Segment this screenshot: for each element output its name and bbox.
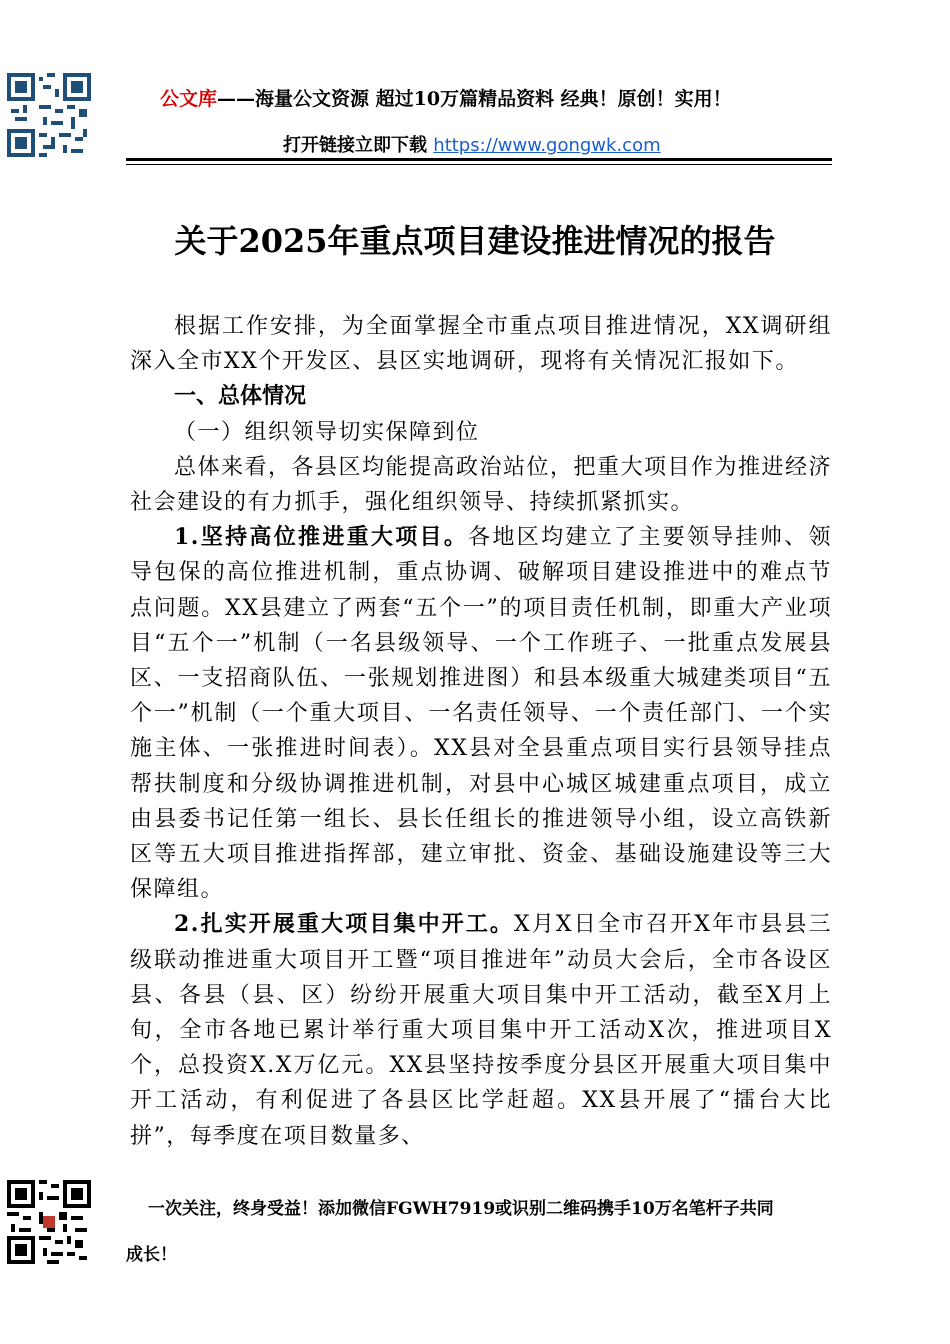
qr-code-icon xyxy=(7,1180,91,1264)
download-line xyxy=(283,131,661,157)
footer-promo: 一次关注，终身受益！添加微信FGWH7919或识别二维码携手10万名笔杆子共同 xyxy=(148,1199,774,1219)
item-text-1: 各地区均建立了主要领导挂帅、领导包保的高位推进机制，重点协调、破解项目建设推进中的难点节点问题。XX县建立了两套“五个一”的项目责任机制，即重大产业项目“五个一”机制（一名县级领导、一个工作班子、一批重点发展县区、一支招商队伍、一张规划推进图）和县本级重大城建类项目“五个一”机制（一个重大项目、一名责任领导、一个责任部门、一个实施主体、一张推进时间表）。XX县对全县重点项目实行县领导挂点帮扶制度和分级协调推进机制，对县中心城区城建重点项目，成立由县委书记任第一组长、县长任组长的推进领导小组，设立高铁新区等五大项目推进指挥部，建立审批、资金、基础设施建设等三大保障组。 xyxy=(130,525,832,903)
document-title: 关于2025年重点项目建设推进情况的报告 xyxy=(174,222,776,260)
subsection-heading: （一）组织领导切实保障到位 xyxy=(174,419,480,445)
footer-promo-continued: 成长！ xyxy=(126,1245,177,1265)
header-banner xyxy=(160,84,840,111)
item-paragraph-1 xyxy=(130,520,832,907)
intro-paragraph: 根据工作安排，为全面掌握全市重点项目推进情况，XX调研组深入全市XX个开发区、县区实地调研，现将有关情况汇报如下。 xyxy=(130,314,832,375)
website-link[interactable]: https://www.gongwk.com xyxy=(433,135,661,156)
download-prefix: 打开链接立即下载 xyxy=(283,135,427,156)
section-heading: 一、总体情况 xyxy=(174,384,307,410)
header-divider-thin xyxy=(126,164,832,165)
item-lead-1: 1.坚持高位推进重大项目。 xyxy=(174,524,469,551)
qr-code-icon xyxy=(7,73,91,157)
item-text-2: X月X日全市召开X年市县县三级联动推进重大项目开工暨“项目推进年”动员大会后，全市各设区县、各县（县、区）纷纷开展重大项目集中开工活动，截至X月上旬，全市各地已累计举行重大项目集中开工活动X次，推进项目X个，总投资X.X万亿元。XX县坚持按季度分县区开展重大项目集中开工活动，有利促进了各县区比学赶超。XX县开展了“擂台大比拼”，每季度在项目数量多、 xyxy=(130,912,832,1149)
brand-name: 公文库 xyxy=(160,88,218,110)
header-divider xyxy=(126,158,832,161)
item-lead-2: 2.扎实开展重大项目集中开工。 xyxy=(174,911,515,938)
summary-paragraph: 总体来看，各县区均能提高政治站位，把重大项目作为推进经济社会建设的有力抓手，强化组织领导、持续抓紧抓实。 xyxy=(130,454,833,516)
header-tagline: ——海量公文资源 超过10万篇精品资料 经典！原创！实用！ xyxy=(217,88,732,110)
document-body xyxy=(130,309,832,1154)
item-paragraph-2 xyxy=(130,907,832,1153)
